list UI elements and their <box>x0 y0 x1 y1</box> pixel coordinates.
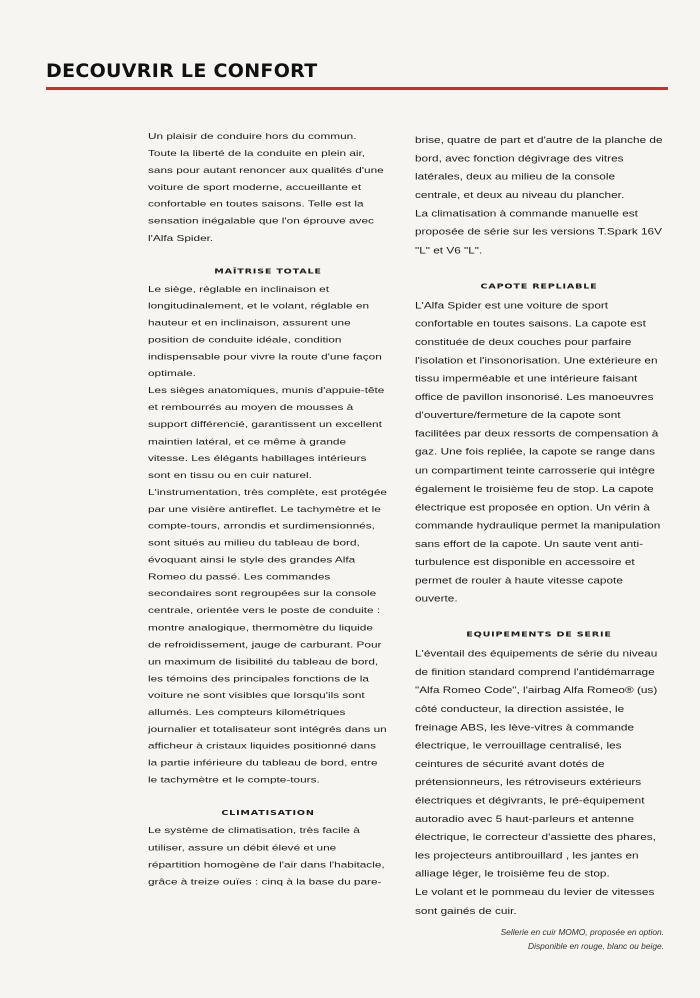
climatisation-continued-paragraph: brise, quatre de part et d'autre de la planche de bord, avec fonction dégivrage des vitres latérales, deux au milieu de la console centrale, et deux au niveau du plancher. <box>415 134 663 201</box>
caption-line-2: Disponible en rouge, blanc ou beige. <box>528 941 664 951</box>
capote-paragraph: L'Alfa Spider est une voiture de sport confortable en toutes saisons. La capote est constituée de deux couches pour parfaire l'isolation et l'insonorisation. Une extérieure en tissu imperméable et une intérieure faisant office de pavillon insonorisé. Les manoeuvres d'ouverture/fermeture de la capote sont facilitées par deux ressorts de compensation à gaz. Une fois repliée, la capote se range dans un compartiment teinte carrosserie qui intègre également le troisième feu de stop. La capote électrique est proposée en option. Un vérin à commande hydraulique permet la manipulation sans effort de la capote. Un saute vent anti-turbulence est disponible en accessoire et permet de rouler à haute vitesse capote ouverte. <box>415 299 661 605</box>
right-column <box>415 131 663 920</box>
equipements-paragraph-2: Le volant et le pommeau du levier de vitesses sont gainés de cuir. <box>415 886 655 916</box>
left-column <box>148 128 388 890</box>
intro-paragraph: Un plaisir de conduire hors du commun. Toute la liberté de la conduite en plein air, sans pour autant renoncer aux qualités d'une voiture de sport moderne, accueillante et confortable en toutes saisons. Telle est la sensation inégalable que l'on éprouve avec l'Alfa Spider. <box>148 131 384 243</box>
title-underline <box>46 87 668 90</box>
page-title: DECOUVRIR LE CONFORT <box>46 60 318 82</box>
maitrise-paragraph-1: Le siège, réglable en inclinaison et longitudinalement, et le volant, réglable en hauteur et en inclinaison, assurent une position de conduite idéale, condition indispensable pour vivre la route d'une façon optimale. <box>148 283 382 379</box>
section-heading-capote: CAPOTE REPLIABLE <box>480 282 598 291</box>
section-heading-climatisation: CLIMATISATION <box>221 809 315 818</box>
caption-line-1: Sellerie en cuir MOMO, proposée en option. <box>500 927 664 937</box>
section-heading-equipements: EQUIPEMENTS DE SERIE <box>466 630 612 640</box>
equipements-paragraph-1: L'éventail des équipements de série du niveau de finition standard comprend l'antidémarrage "Alfa Romeo Code", l'airbag Alfa Romeo® (us) côté conducteur, la direction assistée, le freinage ABS, les lève-vitres à commande électrique, le verrouillage centralisé, les ceintures de sécurité avant dotés de prétensionneurs, les rétroviseurs extérieurs électriques et dégivrants, le pré-équipement autoradio avec 5 haut-parleurs et antenne électrique, le correcteur d'assiette des phares, les projecteurs antibrouillard , les jantes en alliage léger, le troisième feu de stop. <box>415 648 658 880</box>
photo-caption <box>501 925 664 953</box>
climatisation-note-paragraph: La climatisation à commande manuelle est proposée de série sur les versions T.Spark 16V "L" et V6 "L". <box>415 208 662 256</box>
section-heading-maitrise: MAÎTRISE TOTALE <box>214 267 322 276</box>
climatisation-paragraph-1: Le système de climatisation, très facile à utiliser, assure un débit élevé et une répartition homogène de l'air dans l'habitacle, grâce à treize ouïes : cinq à la base du pare- <box>148 825 385 887</box>
maitrise-paragraph-2: Les sièges anatomiques, munis d'appuie-tête et rembourrés au moyen de mousses à support différencié, garantissent un excellent maintien latéral, et ce même à grande vitesse. Les élégants habillages intérieurs sont en tissu ou en cuir naturel. L'instrumentation, très complète, est protégée par une visière antireflet. Le tachymètre et le compte-tours, arrondis et surdimensionnés, sont situés au milieu du tableau de bord, évoquant ainsi le style des grandes Alfa Romeo du passé. Les commandes secondaires sont regroupées sur la console centrale, orientée vers le poste de conduite : montre analogique, thermomètre du liquide de refroidissement, jauge de carburant. Pour un maximum de lisibilité du tableau de bord, les témoins des principales fonctions de la voiture ne sont visibles que lorsqu'ils sont allumés. Les compteurs kilométriques journalier et totalisateur sont intégrés dans un afficheur à cristaux liquides positionné dans la partie inférieure du tableau de bord, entre le tachymètre et le compte-tours. <box>148 385 387 785</box>
